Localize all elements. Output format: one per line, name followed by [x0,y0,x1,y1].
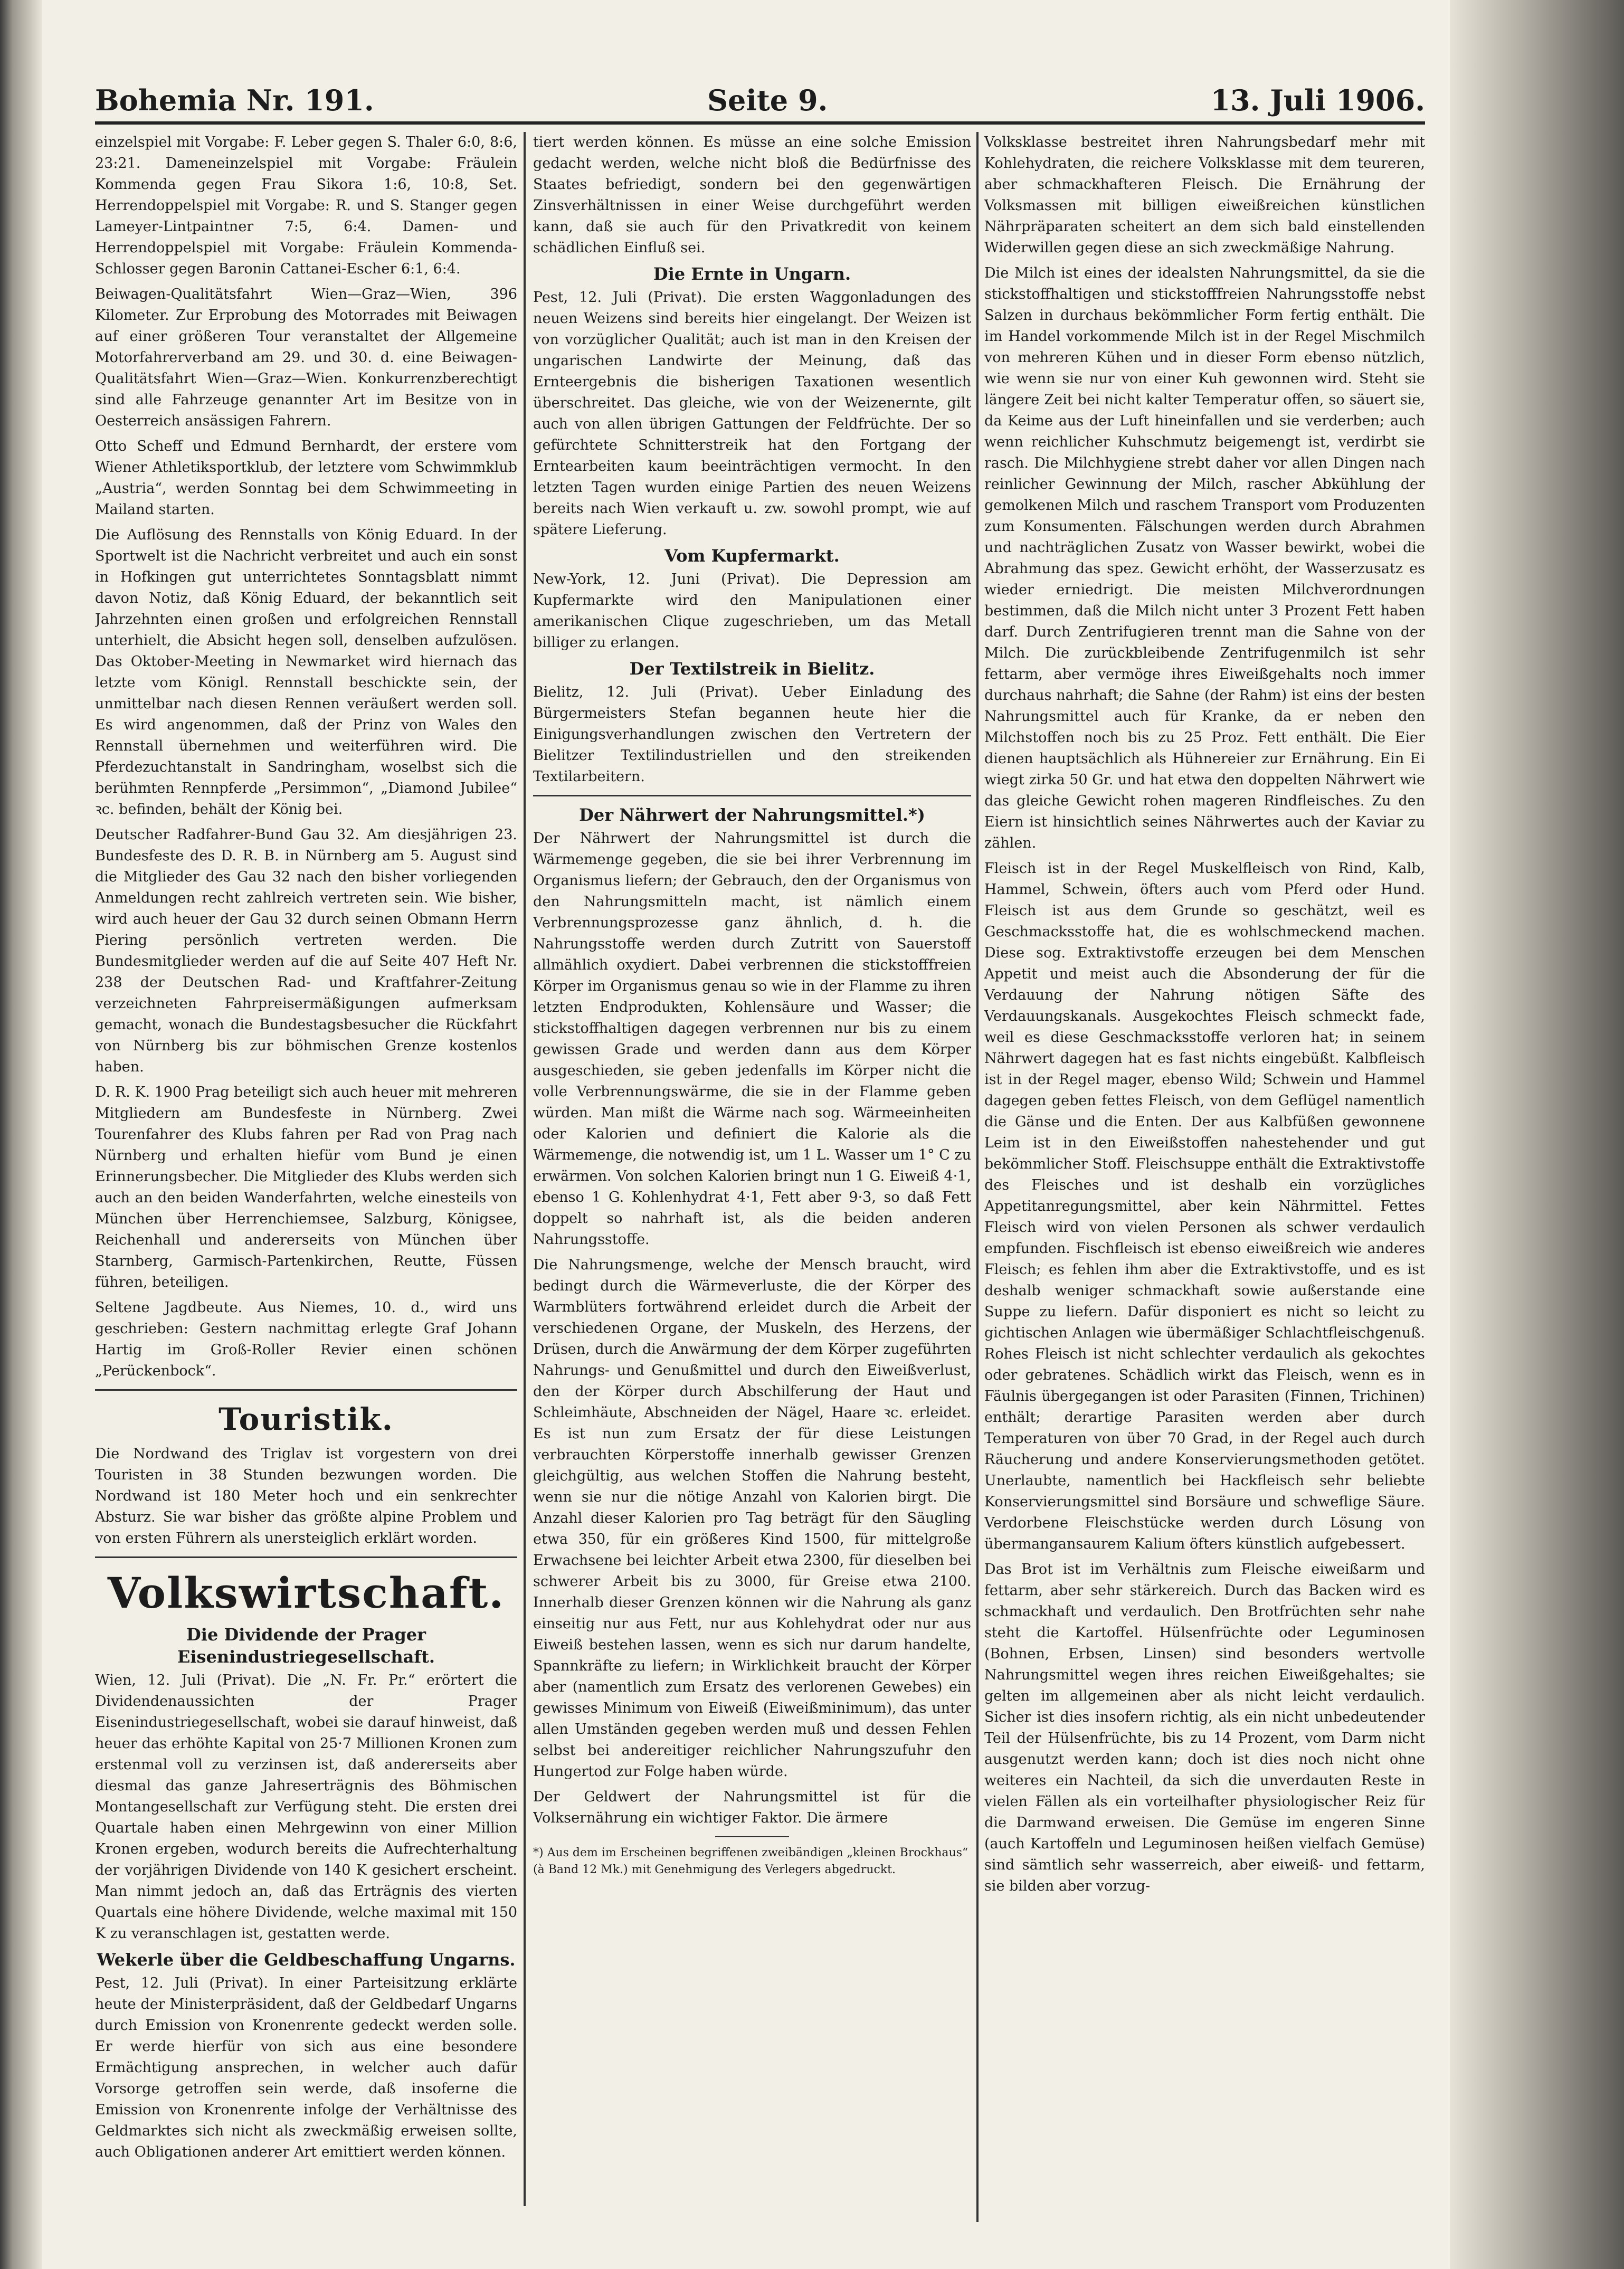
article-paragraph: einzelspiel mit Vorgabe: F. Leber gegen S. Thaler 6:0, 8:6, 23:21. Dameneinzelspiel mit Vorgabe: Fräulein Kommenda gegen Frau Sikora 1:6, 10:8, Set. Herrendoppelspiel mit Vorgabe: R. und S. Stanger gegen Lameyer-Lintpaintner 7:5, 6:4. Damen- und Herrendoppelspiel mit Vorgabe: Fräulein Kommenda-Schlosser gegen Baronin Cattanei-Escher 6:1, 6:4. [95,134,517,277]
article-headline: Die Ernte in Ungarn. [653,264,851,284]
article-paragraph: Der Nährwert der Nahrungsmittel ist durch die Wärmemenge gegeben, die sie bei ihrer Verbrennung im Organismus liefern; der Gebrauch, den der Organismus von den Nahrungsmitteln macht, ist nämlich einem Verbrennungsprozesse ganz ähnlich, d. h. die Nahrungsstoffe werden durch Zutritt von Sauerstoff allmählich oxydiert. Dabei verbrennen die stickstofffreien Körper im Organismus genau so wie in der Flamme zu ihren letzten Endprodukten, Kohlensäure und Wasser; die stickstoffhaltigen dagegen verbrennen nur bis zu einem gewissen Grade und werden dann aus dem Körper ausgeschieden, sie geben jedenfalls im Körper nicht die volle Verbrennungswärme, die sie in der Flamme geben würden. Man mißt die Wärme nach sog. Wärmeeinheiten oder Kalorien und definiert die Kalorie als die Wärmemenge, die notwendig ist, um 1 L. Wasser um 1° C zu erwärmen. Von solchen Kalorien bringt nun 1 G. Eiweiß 4·1, ebenso 1 G. Kohlenhydrat 4·1, Fett aber 9·3, so daß Fett doppelt so nahrhaft ist, als die beiden anderen Nahrungsstoffe. [533,830,971,1248]
article-paragraph: Die Milch ist eines der idealsten Nahrungsmittel, da sie die stickstoffhaltigen und stickstofffreien Nahrungsstoffe nebst Salzen in durchaus bekömmlicher Form fertig enthält. Die im Handel vorkommende Milch ist in der Regel Mischmilch von mehreren Kühen und in dieser Form ebenso nützlich, wie wenn sie nur von einer Kuh gewonnen wird. Steht sie längere Zeit bei nicht kalter Temperatur offen, so säuert sie, da Keime aus der Luft hineinfallen und sie verderben; auch wenn reichlicher Kuhschmutz beigemengt ist, verdirbt sie rasch. Die Milchhygiene strebt daher vor allen Dingen nach reinlicher Gewinnung der Milch, rascher Abkühlung der gemolkenen Milch und raschem Transport vom Produzenten zum Konsumenten. Fälschungen werden durch Abrahmen und nachträglichen Zusatz von Wasser bewirkt, wobei die Abrahmung das spez. Gewicht erhöht, der Wasserzusatz es wieder erniedrigt. Die meisten Milchverordnungen bestimmen, daß die Milch nicht unter 3 Prozent Fett haben darf. Durch Zentrifugieren trennt man die Sahne von der Milch. Die zurückbleibende Zentrifugenmilch ist sehr fettarm, aber vermöge ihres Eiweißgehalts noch immer durchaus nahrhaft; die Sahne (der Rahm) ist eins der besten Nahrungsmittel auch für Kranke, da er neben den Milchstoffen noch bis zu 25 Proz. Fett enthält. Die Eier dienen hauptsächlich als Hühnereier zur Ernährung. Ein Ei wiegt zirka 50 Gr. und hat etwa den doppelten Nährwert wie das gleiche Gewicht rohen mageren Rindfleisches. Zu den Eiern ist hinsichtlich seines Nährwertes auch der Kaviar zu zählen. [984,265,1425,851]
header-issue: Bohemia Nr. 191. [95,83,374,117]
section-title: Touristik. [219,1401,394,1437]
article-paragraph: Der Geldwert der Nahrungsmittel ist für die Volksernährung ein wichtiger Faktor. Die ärmere [533,1789,971,1826]
article-paragraph: Otto Scheff und Edmund Bernhardt, der erstere vom Wiener Athletiksportklub, der letztere vom Schwimmklub „Austria“, werden Sonntag bei dem Schwimmeeting in Mailand starten. [95,438,517,518]
header-date: 13. Juli 1906. [1210,83,1425,117]
article-paragraph: New-York, 12. Juni (Privat). Die Depression am Kupfermarkte wird den Manipulationen einer amerikanischen Clique zugeschrieben, um das Metall billiger zu erlangen. [533,571,971,651]
article-paragraph: tiert werden können. Es müsse an eine solche Emission gedacht werden, welche nicht bloß die Bedürfnisse des Staates befriedigt, sondern bei den gegenwärtigen Zinsverhältnissen in einer Weise durchgeführt werden kann, daß sie auch für den Privatkredit von keinem schädlichen Einfluß sei. [533,134,971,256]
divider-rule [533,795,971,796]
article-headline: Die Dividende der Prager Eisenindustriegesellschaft. [177,1625,435,1667]
column-rule [976,132,979,2222]
article-headline: Der Textilstreik in Bielitz. [629,659,875,679]
divider-rule [95,1389,517,1391]
divider-rule [715,1836,789,1837]
scan-edge-right [1450,0,1624,2269]
footnote: *) Aus dem im Erscheinen begriffenen zweibändigen „kleinen Brockhaus“ (à Band 12 Mk.) mit Genehmigung des Verlegers abgedruckt. [533,1846,968,1876]
column-3 [984,132,1425,2222]
article-paragraph: Die Nahrungsmenge, welche der Mensch braucht, wird bedingt durch die Wärmeverluste, die der Körper des Warmblüters fortwährend erleidet durch die Arbeit der verschiedenen Organe, der Muskeln, des Herzens, der Drüsen, durch die Anwärmung der dem Körper zugeführten Nahrungs- und Genußmittel und durch den Eiweißverlust, den der Körper durch Abschilferung der Haut und Schleimhäute, Abschneiden der Nägel, Haare ꝛc. erleidet. Es ist nun zum Ersatz der für diese Leistungen verbrauchten Körperstoffe innerhalb gewisser Grenzen gleichgültig, aus welchen Stoffen die Nahrung besteht, wenn sie nur die nötige Anzahl von Kalorien birgt. Die Anzahl dieser Kalorien pro Tag beträgt für den Säugling etwa 350, für ein größeres Kind 1500, für mittelgroße Erwachsene bei leichter Arbeit etwa 2300, für dieselben bei schwerer Arbeit bis zu 3000, für Greise etwa 2100. Innerhalb dieser Grenzen können wir die Nahrung als ganz einseitig nur aus Fett, nur aus Kohlehydrat oder nur aus Eiweiß bestehen lassen, wenn es sich nur darum handelte, Spannkräfte zu liefern; in Wirklichkeit braucht der Körper aber (namentlich zum Ersatz des verlorenen Gewebes) ein gewisses Minimum von Eiweiß (Eiweißminimum), das unter allen Umständen gegeben werden muß und dessen Fehlen selbst bei andereitiger reichlicher Nahrungszufuhr den Hungertod zur Folge haben würde. [533,1257,971,1780]
column-rule [524,132,526,2206]
column-1 [95,132,517,2190]
article-paragraph: Die Auflösung des Rennstalls von König Eduard. In der Sportwelt ist die Nachricht verbreitet und auch ein sonst in Hofkingen gut unterrichtetes Sonntagsblatt nimmt davon Notiz, daß König Eduard, der bekanntlich seit Jahrzehnten einen großen und erfolgreichen Rennstall unterhielt, die Absicht hegen soll, denselben aufzulösen. Das Oktober-Meeting in Newmarket wird hiernach das letzte vom Königl. Rennstall beschickte sein, der unmittelbar nach diesen Rennen veräußert werden soll. Es wird angenommen, daß der Prinz von Wales den Rennstall übernehmen und weiterführen wird. Die Pferdezuchtanstalt in Sandringham, woselbst sich die berühmten Rennpferde „Persimmon“, „Diamond Jubilee“ ꝛc. befinden, behält der König bei. [95,527,517,818]
article-paragraph: Pest, 12. Juli (Privat). Die ersten Waggonladungen des neuen Weizens sind bereits hier eingelangt. Der Weizen ist von vorzüglicher Qualität; auch ist man in den Kreisen der ungarischen Landwirte der Meinung, daß das Ernteergebnis die bisherigen Taxationen wesentlich überschreitet. Das gleiche, wie von der Weizenernte, gilt auch von allen übrigen Gattungen der Feldfrüchte. Der so gefürchtete Schnitterstreik hat den Fortgang der Erntearbeiten kaum beeinträchtigen vermocht. In den letzten Tagen wurden einige Partien des neuen Weizens bereits nach Wien verkauft u. zw. sowohl prompt, wie auf spätere Lieferung. [533,289,971,538]
article-paragraph: Volksklasse bestreitet ihren Nahrungsbedarf mehr mit Kohlehydraten, die reichere Volksklasse mit dem teureren, aber schmackhafteren Fleisch. Die Ernährung der Volksmassen mit billigen eiweißreichen künstlichen Nährpräparaten scheitert an dem sich bald einstellenden Widerwillen gegen diese an sich zweckmäßige Nahrung. [984,134,1425,256]
article-headline: Vom Kupfermarkt. [664,546,840,566]
article-paragraph: Seltene Jagdbeute. Aus Niemes, 10. d., wird uns geschrieben: Gestern nachmittag erlegte Graf Johann Hartig im Groß-Roller Revier einen schönen „Perückenbock“. [95,1299,517,1379]
article-headline: Der Nährwert der Nahrungsmittel.*) [579,805,925,825]
article-paragraph: Fleisch ist in der Regel Muskelfleisch von Rind, Kalb, Hammel, Schwein, öfters auch vom Pferd oder Hund. Fleisch ist aus dem Grunde so geschätzt, weil es Geschmacksstoffe hat, die es wohlschmeckend machen. Diese sog. Extraktivstoffe erzeugen bei dem Menschen Appetit und meist auch die Absonderung der für die Verdauung der Nahrung nötigen Säfte des Verdauungskanals. Ausgekochtes Fleisch schmeckt fade, weil es diese Geschmacksstoffe verloren hat; in seinem Nährwert dagegen hat es fast nichts eingebüßt. Kalbfleisch ist in der Regel mager, ebenso Wild; Schwein und Hammel dagegen geben fettes Fleisch, von dem Geflügel namentlich die Gänse und die Enten. Der aus Kalbfüßen gewonnene Leim ist in den Eiweißstoffen nahestehender und gut bekömmlicher Stoff. Fleischsuppe enthält die Extraktivstoffe des Fleisches und ist deshalb ein vorzügliches Appetitanregungsmittel, aber kein Nährmittel. Fettes Fleisch wird von vielen Personen als schwer verdaulich empfunden. Fischfleisch ist ebenso eiweißreich wie anderes Fleisch; es fehlen ihm aber die Extraktivstoffe, und es ist deshalb weniger schmackhaft sowie außerstande eine Suppe zu liefern. Dafür disponiert es nicht so leicht zu gichtischen Anlagen wie übermäßiger Schlachtfleischgenuß. Rohes Fleisch ist nicht schlechter verdaulich als gekochtes oder gebratenes. Schädlich wirkt das Fleisch, wenn es in Fäulnis übergegangen ist oder Parasiten (Finnen, Trichinen) enthält; derartige Parasiten werden aber durch Temperaturen von über 70 Grad, in der Regel auch durch Räucherung und andere Konservierungsmethoden getötet. Unerlaubte, namentlich bei Hackfleisch sehr beliebte Konservierungsmittel sind Borsäure und schweflige Säure. Verdorbene Fleischstücke werden durch Lösung von übermangansaurem Kalium öfters künstlich aufgebessert. [984,860,1425,1552]
article-paragraph: Beiwagen-Qualitätsfahrt Wien—Graz—Wien, 396 Kilometer. Zur Erprobung des Motorrades mit Beiwagen auf einer größeren Tour veranstaltet der Allgemeine Motorfahrerverband am 29. und 30. d. eine Beiwagen-Qualitätsfahrt Wien—Graz—Wien. Konkurrenzberechtigt sind alle Fahrzeuge genannter Art im Besitze von in Oesterreich ansässigen Fahrern. [95,286,517,429]
article-paragraph: Die Nordwand des Triglav ist vorgestern von drei Touristen in 38 Stunden bezwungen worden. Die Nordwand ist 180 Meter hoch und ein senkrechter Absturz. Sie war bisher das größte alpine Problem und von ersten Führern als unersteiglich erklärt worden. [95,1446,517,1546]
divider-rule [95,1556,517,1558]
article-paragraph: Deutscher Radfahrer-Bund Gau 32. Am diesjährigen 23. Bundesfeste des D. R. B. in Nürnberg am 5. August sind die Mitglieder des Gau 32 nach den bisher vorliegenden Anmeldungen recht zahlreich vertreten sein. Wie bisher, wird auch heuer der Gau 32 durch seinen Obmann Herrn Piering persönlich vertreten werden. Die Bundesmitglieder werden auf die auf Seite 407 Heft Nr. 238 der Deutschen Rad- und Kraftfahrer-Zeitung verzeichneten Fahrpreisermäßigungen aufmerksam gemacht, wonach die Bundestagsbesucher die Rückfahrt von Nürnberg bis zur böhmischen Grenze kostenlos haben. [95,827,517,1075]
column-2 [533,132,971,2101]
scan-edge-left [0,0,42,2269]
article-headline: Wekerle über die Geldbeschaffung Ungarns. [97,1950,516,1970]
article-paragraph: Pest, 12. Juli (Privat). In einer Parteisitzung erklärte heute der Ministerpräsident, daß der Geldbedarf Ungarns durch Emission von Kronenrente gedeckt werden solle. Er werde hierfür von sich aus eine besondere Ermächtigung ansprechen, in welcher auch dafür Vorsorge getroffen sein werde, daß insoferne die Emission von Kronenrente infolge der Verhältnisse des Geldmarktes sich nicht als zweckmäßig erweisen sollte, auch Obligationen anderer Art emittiert werden können. [95,1975,517,2160]
page-header [95,79,1425,125]
article-paragraph: Bielitz, 12. Juli (Privat). Ueber Einladung des Bürgermeisters Stefan begannen heute hier die Einigungsverhandlungen zwischen den Vertretern der Bielitzer Textilindustriellen und den streikenden Textilarbeitern. [533,684,971,785]
article-paragraph: D. R. K. 1900 Prag beteiligt sich auch heuer mit mehreren Mitgliedern am Bundesfeste in Nürnberg. Zwei Tourenfahrer des Klubs fahren per Rad von Prag nach Nürnberg und erhalten hiefür vom Bund je einen Erinnerungsbecher. Die Mitglieder des Klubs werden sich auch an den beiden Wanderfahrten, welche einesteils von München über Herrenchiemsee, Salzburg, Königsee, Reichenhall und andererseits von München über Starnberg, Garmisch-Partenkirchen, Reutte, Füssen führen, beteiligen. [95,1084,517,1290]
article-paragraph: Das Brot ist im Verhältnis zum Fleische eiweißarm und fettarm, aber sehr stärkereich. Durch das Backen wird es schmackhaft und verdaulich. Den Brotfrüchten sehr nahe steht die Kartoffel. Hülsenfrüchte oder Leguminosen (Bohnen, Erbsen, Linsen) sind besonders wertvolle Nahrungsmittel wegen ihres reichen Eiweißgehaltes; sie gelten im allgemeinen aber als nicht leicht verdaulich. Sicher ist dies insofern richtig, als ein nicht unbedeutender Teil der Hülsenfrüchte, bis zu 14 Prozent, vom Darm nicht ausgenutzt werden kann; doch ist dies noch nicht ohne weiteres ein Nachteil, da sich die unverdauten Reste in vielen Fällen als ein vorteilhafter physiologischer Reiz für die Darmwand erweisen. Die Gemüse im engeren Sinne (auch Kartoffeln und Leguminosen heißen vielfach Gemüse) sind sämtlich sehr wasserreich, aber eiweiß- und fettarm, sie bilden aber vorzug- [984,1561,1425,1894]
header-page-number: Seite 9. [707,83,828,117]
section-title: Volkswirtschaft. [107,1568,505,1618]
article-paragraph: Wien, 12. Juli (Privat). Die „N. Fr. Pr.“ erörtert die Dividendenaussichten der Prager Eisenindustriegesellschaft, wobei sie darauf hinweist, daß heuer das erhöhte Kapital von 25·7 Millionen Kronen zum erstenmal voll zu verzinsen ist, daß andererseits aber diesmal das ganze Jahreserträgnis des Böhmischen Montangesellschaft zur Verfügung steht. Die ersten drei Quartale haben einen Mehrgewinn von einer Million Kronen ergeben, wodurch bereits die Aufrechterhaltung der vorjährigen Dividende von 140 K gesichert erscheint. Man nimmt jedoch an, daß das Erträgnis des vierten Quartals eine höhere Dividende, welche maximal mit 150 K zu veranschlagen ist, gestatten werde. [95,1672,517,1942]
